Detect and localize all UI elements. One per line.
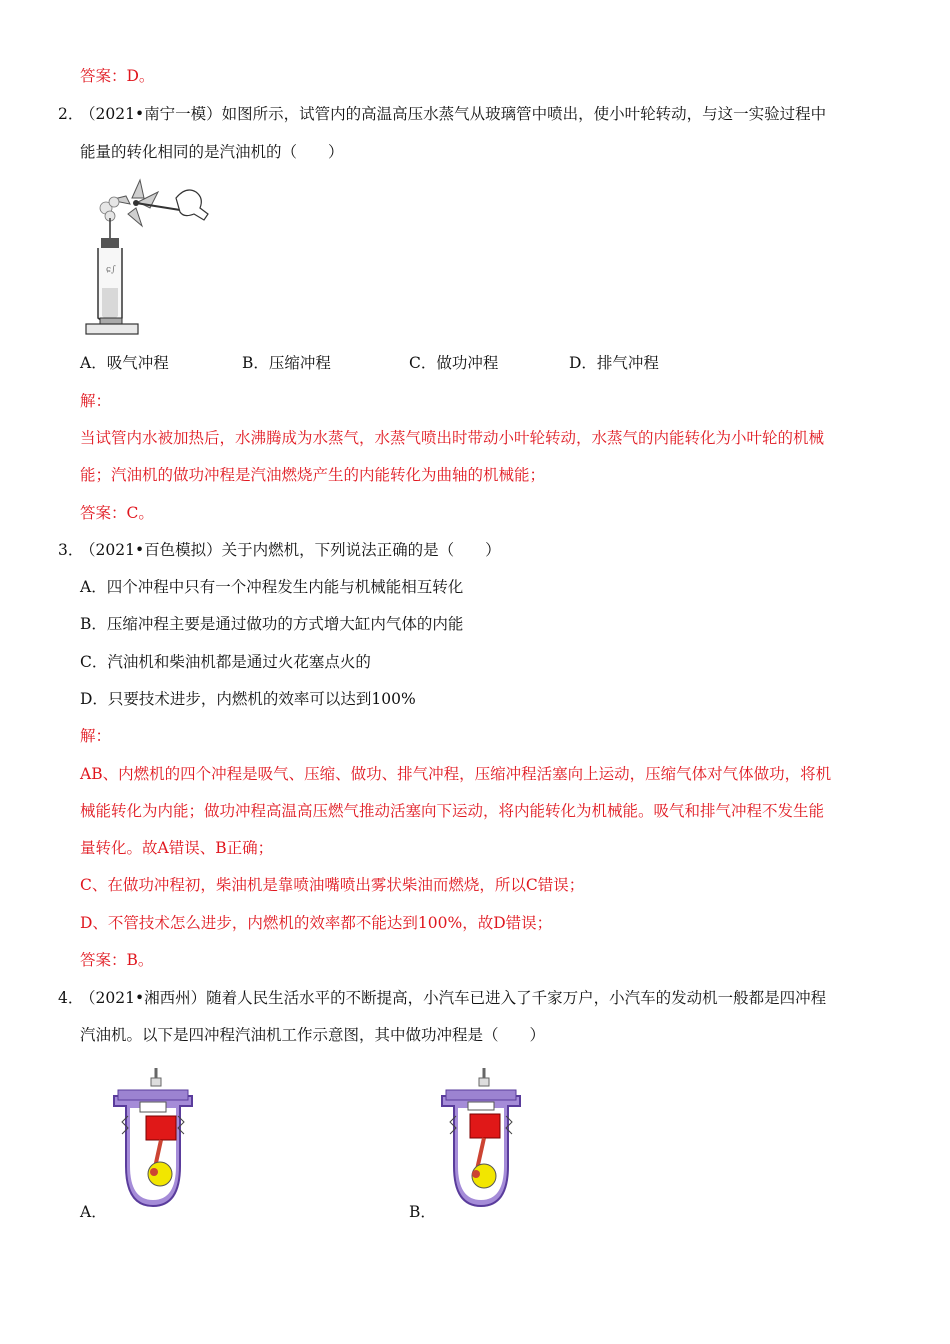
q4-option-a[interactable]: A． <box>80 1203 107 1221</box>
q3-solution-line1: AB、内燃机的四个冲程是吸气、压缩、做功、排气冲程，压缩冲程活塞向上运动，压缩气体对气体做功，将机 <box>80 765 832 783</box>
q3-option-b[interactable]: B．压缩冲程主要是通过做功的方式增大缸内气体的内能 <box>80 615 464 633</box>
q2-stem-line1: （2021•南宁一模）如图所示，试管内的高温高压水蒸气从玻璃管中喷出，使小叶轮转动，与这一实验过程中 <box>80 105 827 123</box>
q3-option-d[interactable]: D．只要技术进步，内燃机的效率可以达到100% <box>80 690 416 708</box>
q2-answer: 答案：C。 <box>80 504 154 522</box>
q3-solution-line3: 量转化。故A错误、B正确； <box>80 839 274 857</box>
q4-number: 4． <box>58 989 84 1007</box>
q1-answer: 答案：D。 <box>80 67 155 85</box>
svg-text:ɕ∫: ɕ∫ <box>106 265 116 275</box>
q2-solution-line1: 当试管内水被加热后，水沸腾成为水蒸气，水蒸气喷出时带动小叶轮转动，水蒸气的内能转化为小叶轮的机械 <box>80 429 825 447</box>
q3-stem: （2021•百色模拟）关于内燃机，下列说法正确的是（ ） <box>80 541 501 559</box>
q3-option-c[interactable]: C．汽油机和柴油机都是通过火花塞点火的 <box>80 653 371 671</box>
q2-solution-line2: 能；汽油机的做功冲程是汽油燃烧产生的内能转化为曲轴的机械能； <box>80 466 546 484</box>
q2-option-c[interactable]: C．做功冲程 <box>409 354 499 372</box>
q3-number: 3． <box>58 541 84 559</box>
q2-test-tube-figure <box>80 178 210 338</box>
q2-number: 2． <box>58 105 84 123</box>
q4-engine-figure-a <box>108 1066 198 1212</box>
q3-answer: 答案：B。 <box>80 951 154 969</box>
q2-solution-label: 解： <box>80 392 112 410</box>
q3-solution-line4: C、在做功冲程初，柴油机是靠喷油嘴喷出雾状柴油而燃烧，所以C错误； <box>80 876 585 894</box>
q3-option-a[interactable]: A．四个冲程中只有一个冲程发生内能与机械能相互转化 <box>80 578 464 596</box>
q2-option-b[interactable]: B．压缩冲程 <box>242 354 331 372</box>
q2-option-a[interactable]: A．吸气冲程 <box>80 354 169 372</box>
q3-solution-line5: D、不管技术怎么进步，内燃机的效率都不能达到100%，故D错误； <box>80 914 553 932</box>
q3-solution-line2: 械能转化为内能；做功冲程高温高压燃气推动活塞向下运动，将内能转化为机械能。吸气和排气冲程不发生能 <box>80 802 825 820</box>
q2-option-d[interactable]: D．排气冲程 <box>569 354 659 372</box>
q4-engine-figure-b <box>436 1066 526 1212</box>
q4-stem-line1: （2021•湘西州）随着人民生活水平的不断提高，小汽车已进入了千家万户，小汽车的发动机一般都是四冲程 <box>80 989 827 1007</box>
q2-stem-line2: 能量的转化相同的是汽油机的（ ） <box>80 143 344 161</box>
q3-solution-label: 解： <box>80 727 112 745</box>
q4-stem-line2: 汽油机。以下是四冲程汽油机工作示意图，其中做功冲程是（ ） <box>80 1026 546 1044</box>
q4-option-b[interactable]: B． <box>409 1203 436 1221</box>
